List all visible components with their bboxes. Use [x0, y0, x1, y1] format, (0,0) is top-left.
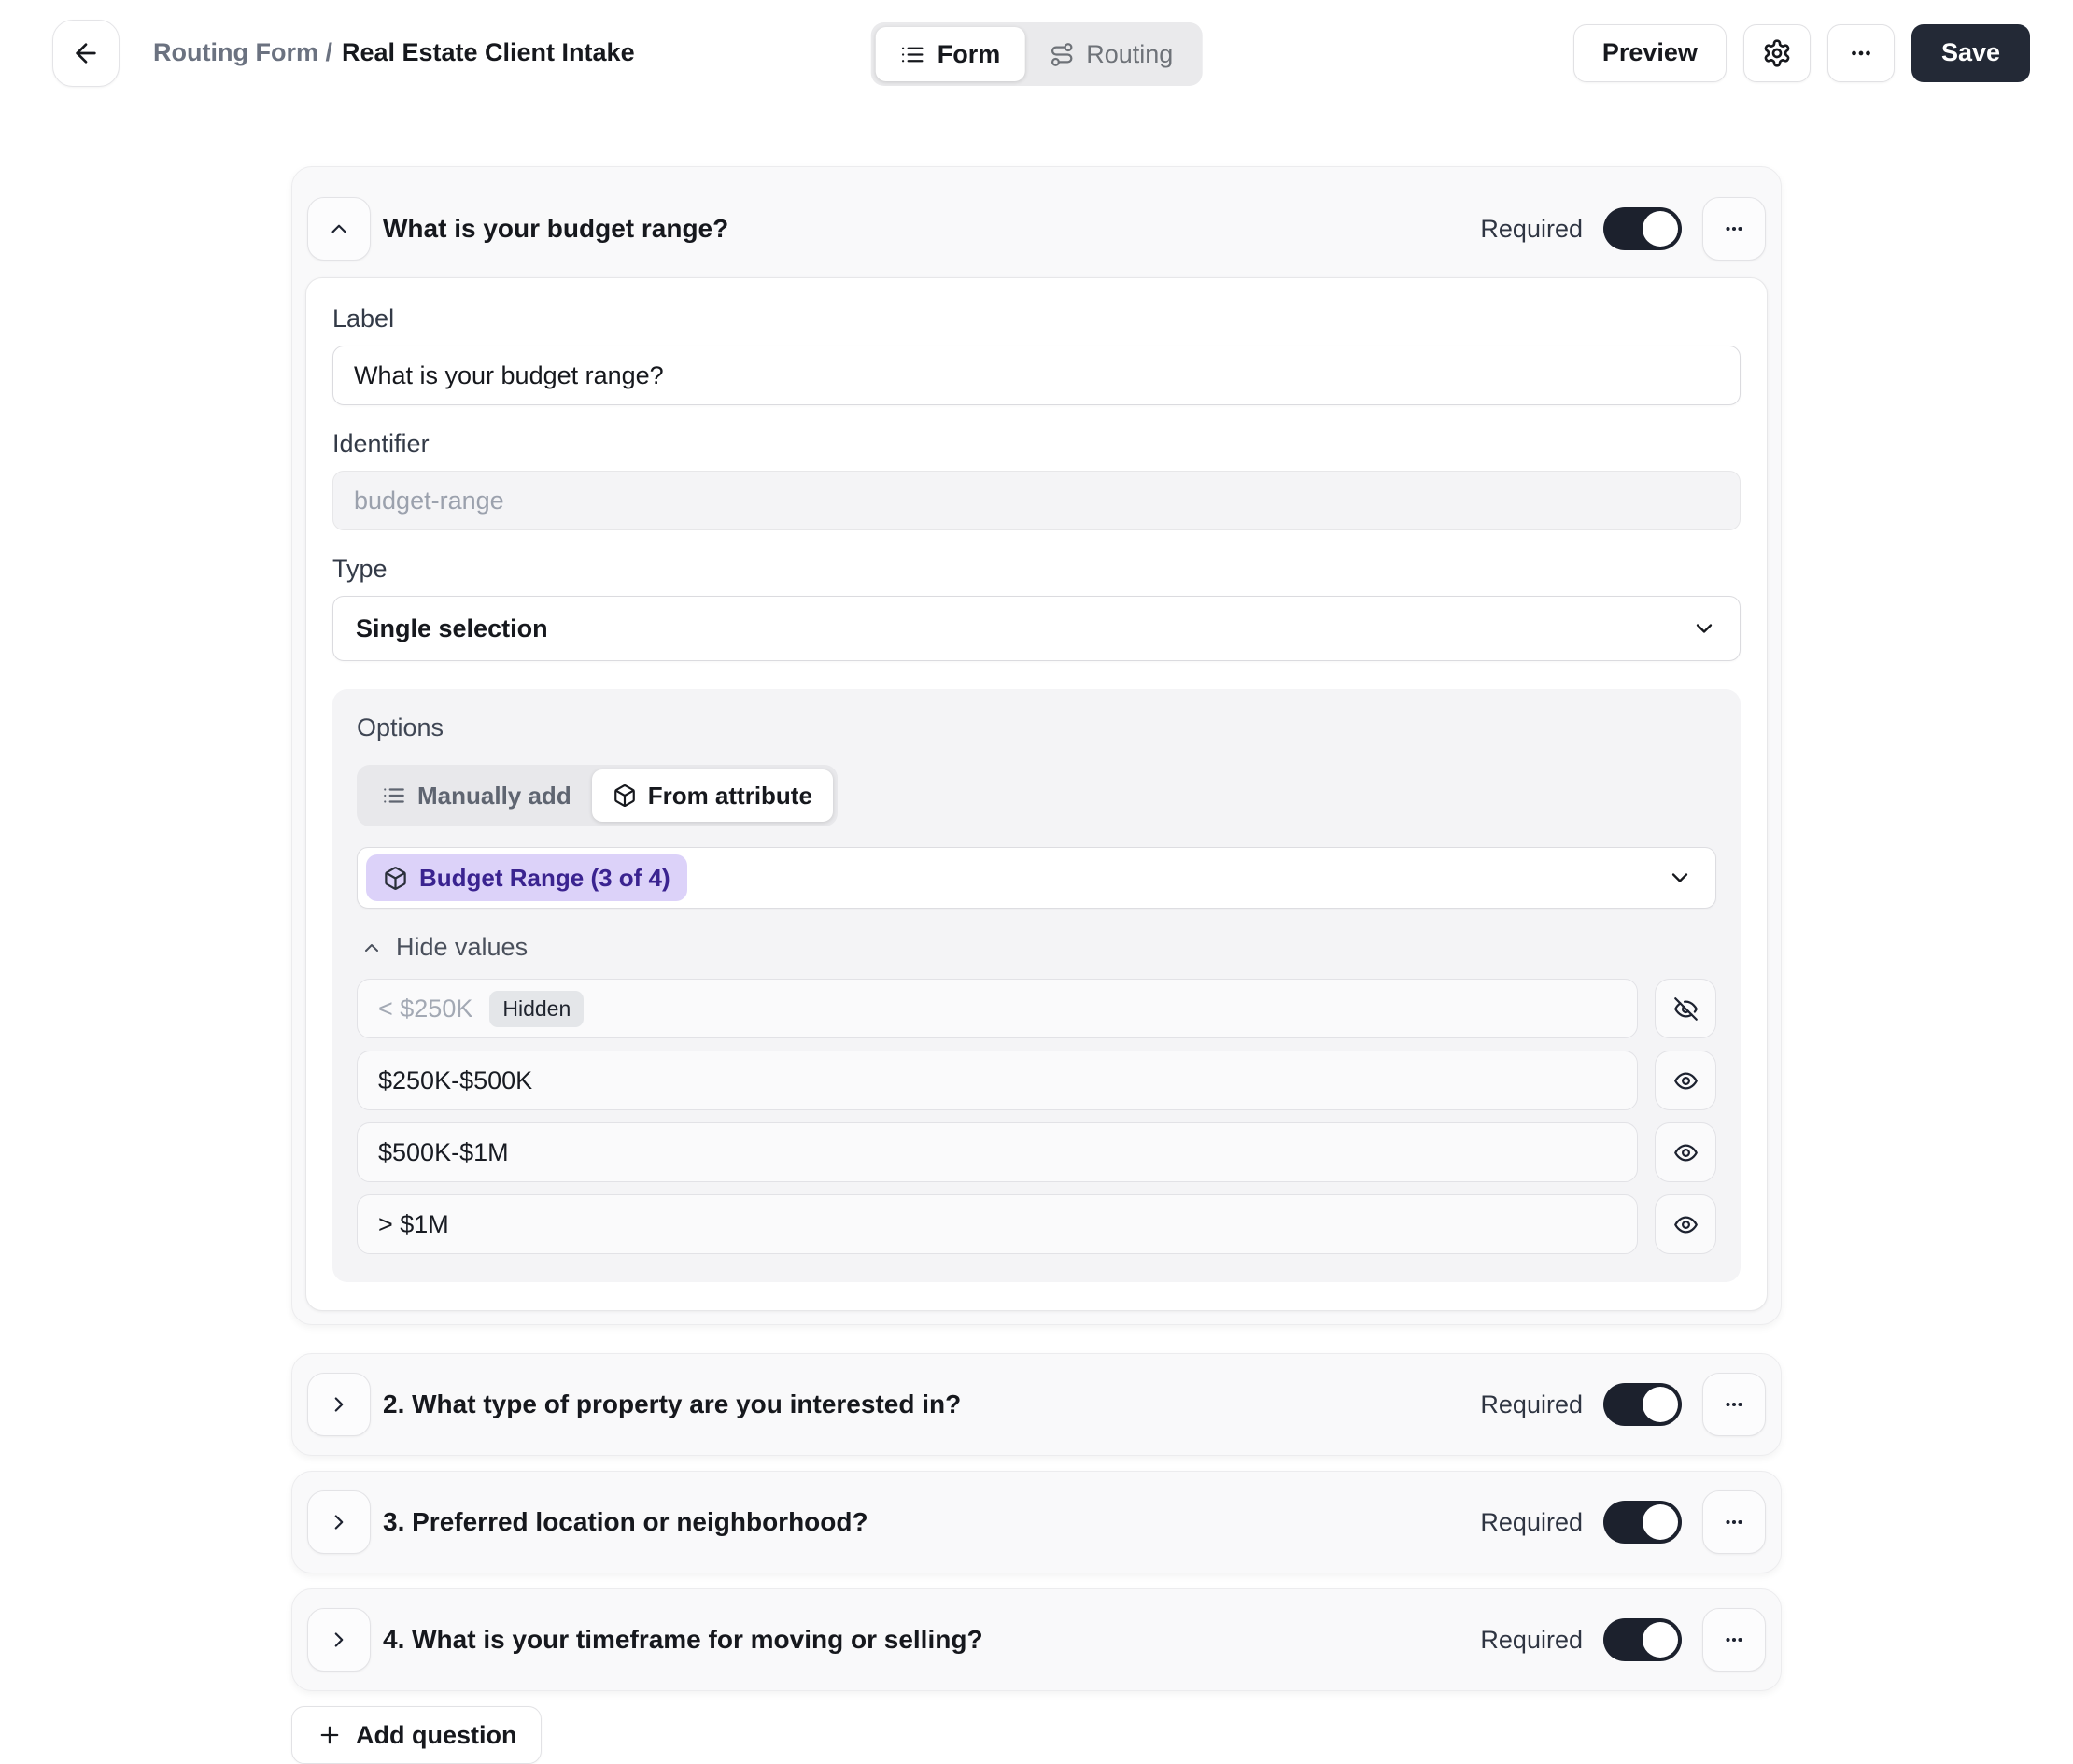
chevron-right-icon	[327, 1510, 351, 1534]
add-question-button[interactable]	[291, 1706, 542, 1764]
route-icon	[1049, 42, 1074, 67]
required-toggle[interactable]	[1603, 1501, 1682, 1544]
box-icon	[383, 866, 408, 891]
tab-from-attribute-label: From attribute	[647, 781, 812, 810]
expand-question-button[interactable]	[307, 1608, 371, 1672]
chevron-up-icon	[327, 217, 351, 241]
eye-icon	[1673, 1212, 1699, 1237]
option-values-list	[357, 979, 1716, 1254]
required-label: Required	[1480, 1507, 1583, 1536]
ellipsis-icon	[1847, 39, 1875, 67]
required-toggle[interactable]	[1603, 1618, 1682, 1661]
question-controls	[1480, 1490, 1766, 1554]
tab-routing-label: Routing	[1086, 39, 1174, 68]
toggle-value-visibility-button[interactable]	[1655, 1122, 1716, 1182]
attribute-badge	[366, 854, 687, 901]
question-controls	[1480, 197, 1766, 261]
collapsed-questions-list	[291, 1353, 1782, 1691]
tab-from-attribute[interactable]	[592, 769, 833, 822]
identifier-field-label: Identifier	[332, 430, 430, 458]
list-icon	[900, 42, 925, 67]
question-menu-button[interactable]	[1702, 1608, 1766, 1672]
settings-button[interactable]	[1743, 24, 1811, 82]
chevron-down-icon	[1691, 615, 1717, 642]
required-label: Required	[1480, 214, 1583, 243]
type-field-label: Type	[332, 555, 388, 583]
type-select-value: Single selection	[356, 614, 548, 642]
expand-question-button[interactable]	[307, 1490, 371, 1554]
type-select[interactable]	[332, 596, 1741, 661]
required-toggle[interactable]	[1603, 1383, 1682, 1426]
list-icon	[382, 783, 406, 808]
question-header	[305, 180, 1768, 277]
eye-off-icon	[1673, 996, 1699, 1022]
identifier-input[interactable]	[332, 471, 1741, 530]
option-value-field[interactable]	[357, 1194, 1638, 1254]
option-value-row	[357, 1194, 1716, 1254]
question-controls	[1480, 1373, 1766, 1436]
question-editor-panel	[305, 277, 1768, 1311]
tab-form-label: Form	[937, 39, 1001, 68]
options-label: Options	[357, 713, 444, 741]
question-title: 4. What is your timeframe for moving or selling?	[383, 1625, 983, 1654]
back-button[interactable]	[52, 20, 120, 87]
page-title: Real Estate Client Intake	[341, 38, 635, 66]
label-field-label: Label	[332, 304, 395, 332]
attribute-badge-label: Budget Range (3 of 4)	[419, 863, 670, 892]
toggle-knob	[1643, 1504, 1678, 1540]
tab-manually-add-label: Manually add	[417, 781, 571, 810]
ellipsis-icon	[1722, 1510, 1746, 1534]
breadcrumb	[153, 38, 635, 67]
toggle-knob	[1643, 1387, 1678, 1422]
question-card-collapsed	[291, 1588, 1782, 1691]
label-input[interactable]	[332, 346, 1741, 405]
question-menu-button[interactable]	[1702, 197, 1766, 261]
option-value-field[interactable]	[357, 1051, 1638, 1110]
tab-routing[interactable]	[1024, 27, 1197, 81]
question-title: What is your budget range?	[383, 214, 729, 243]
preview-button-label: Preview	[1601, 38, 1698, 66]
chevron-down-icon	[1667, 865, 1693, 891]
arrow-left-icon	[71, 38, 101, 68]
question-menu-button[interactable]	[1702, 1373, 1766, 1436]
ellipsis-icon	[1722, 217, 1746, 241]
hide-values-toggle[interactable]	[357, 933, 528, 962]
attribute-select[interactable]	[357, 847, 1716, 909]
toggle-knob	[1643, 1622, 1678, 1658]
options-section	[332, 689, 1741, 1282]
plus-icon	[317, 1722, 343, 1748]
ellipsis-icon	[1722, 1392, 1746, 1417]
ellipsis-icon	[1722, 1628, 1746, 1652]
question-card-collapsed	[291, 1353, 1782, 1456]
box-icon	[613, 783, 637, 808]
required-label: Required	[1480, 1625, 1583, 1654]
required-label: Required	[1480, 1390, 1583, 1418]
save-button-label: Save	[1940, 38, 2000, 66]
toggle-value-visibility-button[interactable]	[1655, 979, 1716, 1038]
identifier-input-value: budget-range	[354, 486, 504, 515]
hidden-badge: Hidden	[489, 991, 584, 1027]
question-title: 2. What type of property are you interested in?	[383, 1390, 962, 1418]
form-builder	[291, 166, 1782, 1764]
option-value-field[interactable]	[357, 1122, 1638, 1182]
question-card-collapsed	[291, 1471, 1782, 1573]
toggle-knob	[1643, 211, 1678, 247]
option-value-text: $250K-$500K	[378, 1065, 533, 1094]
expand-question-button[interactable]	[307, 1373, 371, 1436]
question-controls	[1480, 1608, 1766, 1672]
chevron-right-icon	[327, 1392, 351, 1417]
chevron-up-icon	[360, 937, 383, 959]
question-title: 3. Preferred location or neighborhood?	[383, 1507, 868, 1536]
option-value-row	[357, 979, 1716, 1038]
gear-icon	[1762, 38, 1792, 68]
required-toggle[interactable]	[1603, 207, 1682, 250]
more-options-button[interactable]	[1827, 24, 1895, 82]
option-value-text: $500K-$1M	[378, 1137, 509, 1166]
question-menu-button[interactable]	[1702, 1490, 1766, 1554]
view-switcher	[871, 22, 1203, 86]
label-input-value: What is your budget range?	[354, 360, 664, 389]
app-header	[0, 0, 2073, 106]
save-button[interactable]	[1911, 24, 2030, 82]
options-source-switcher	[357, 765, 838, 826]
hide-values-label: Hide values	[396, 933, 529, 961]
preview-button[interactable]	[1573, 24, 1727, 82]
toggle-value-visibility-button[interactable]	[1655, 1194, 1716, 1254]
tab-form[interactable]	[876, 27, 1025, 81]
header-actions	[1573, 24, 2030, 82]
eye-icon	[1673, 1140, 1699, 1165]
option-value-text: < $250K	[378, 994, 473, 1023]
collapse-question-button[interactable]	[307, 197, 371, 261]
question-card-expanded	[291, 166, 1782, 1325]
chevron-right-icon	[327, 1628, 351, 1652]
eye-icon	[1673, 1068, 1699, 1094]
option-value-field[interactable]	[357, 979, 1638, 1038]
option-value-row	[357, 1051, 1716, 1110]
toggle-value-visibility-button[interactable]	[1655, 1051, 1716, 1110]
breadcrumb-prefix[interactable]: Routing Form /	[153, 38, 332, 66]
add-question-label: Add question	[356, 1720, 517, 1749]
option-value-row	[357, 1122, 1716, 1182]
tab-manually-add[interactable]	[361, 769, 592, 822]
option-value-text: > $1M	[378, 1209, 449, 1238]
